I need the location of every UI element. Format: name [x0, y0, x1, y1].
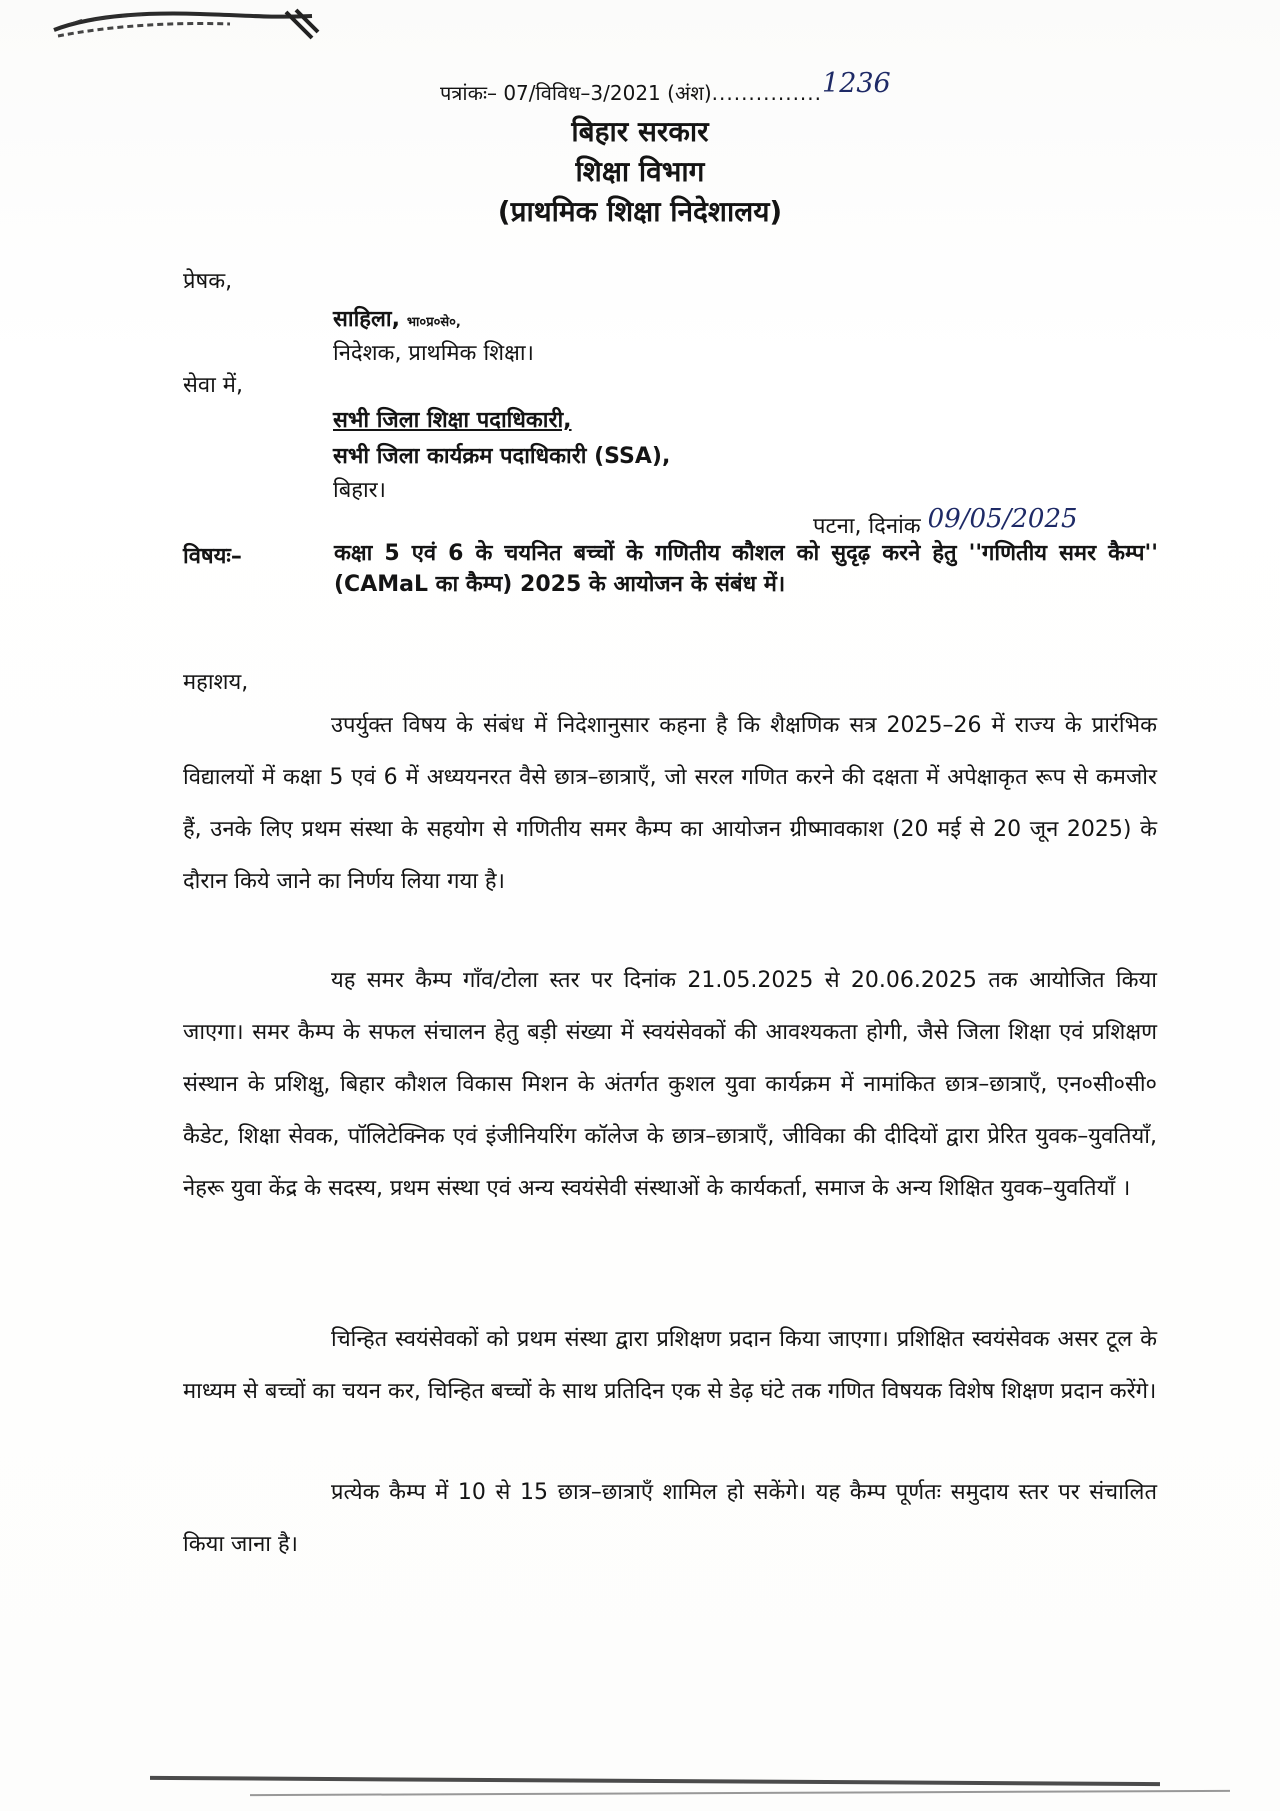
subject-text: कक्षा 5 एवं 6 के चयनित बच्चों के गणितीय कौशल को सुदृढ़ करने हेतु ''गणितीय समर कैम्प'' (CAMaL का कैम्प) 2025 के आयोजन के संबंध में। [334, 541, 1158, 597]
sender-label: प्रेषक, [183, 269, 233, 294]
sender-designation: निदेशक, प्राथमिक शिक्षा। [333, 341, 534, 366]
date-handwritten: 09/05/2025 [927, 504, 1078, 534]
header-directorate: (प्राथमिक शिक्षा निदेशालय) [497, 195, 783, 228]
date-label: पटना, दिनांक [813, 514, 921, 539]
recipient-line-2: सभी जिला कार्यक्रम पदाधिकारी (SSA), [333, 444, 671, 469]
reference-number [440, 68, 891, 107]
recipient-label: सेवा में, [183, 373, 243, 398]
paragraph-2: यह समर कैम्प गाँव/टोला स्तर पर दिनांक 21.05.2025 से 20.06.2025 तक आयोजित किया जाएगा। समर कैम्प के सफल संचालन हेतु बड़ी संख्या में स्वयंसेवकों की आवश्यकता होगी, जैसे जिला शिक्षा एवं प्रशिक्षण संस्थान के प्रशिक्षु, बिहार कौशल विकास मिशन के अंतर्गत कुशल युवा कार्यक्रम में नामांकित छात्र–छात्राएँ, एन०सी०सी० कैडेट, शिक्षा सेवक, पॉलिटेक्निक एवं इंजीनियरिंग कॉलेज के छात्र–छात्राएँ, जीविका की दीदियों द्वारा प्रेरित युवक–युवतियाँ, नेहरू युवा केंद्र के सदस्य, प्रथम संस्था एवं अन्य स्वयंसेवी संस्थाओं के कार्यकर्ता, समाज के अन्य शिक्षित युवक–युवतियाँ । [183, 968, 1157, 1201]
recipient-line-3: बिहार। [333, 478, 386, 503]
reference-handwritten-number: 1236 [822, 68, 891, 99]
paragraph-1: उपर्युक्त विषय के संबंध में निदेशानुसार कहना है कि शैक्षणिक सत्र 2025–26 में राज्य के प्रारंभिक विद्यालयों में कक्षा 5 एवं 6 में अध्ययनरत वैसे छात्र–छात्राएँ, जो सरल गणित करने की दक्षता में अपेक्षाकृत रूप से कमजोर हैं, उनके लिए प्रथम संस्था के सहयोग से गणितीय समर कैम्प का आयोजन ग्रीष्मावकाश (20 मई से 20 जून 2025) के दौरान किये जाने का निर्णय लिया गया है। [183, 713, 1157, 894]
reference-label: पत्रांकः– 07/विविध–3/2021 (अंश) [440, 81, 712, 105]
sender-name: साहिला, [333, 307, 400, 332]
sender-suffix: भा०प्र०से०, [406, 315, 461, 330]
subject-label: विषयः– [183, 544, 242, 569]
date-line [813, 504, 1078, 540]
sender-name-line [333, 303, 461, 333]
salutation: महाशय, [183, 670, 249, 695]
reference-dots: ............... [711, 81, 823, 105]
bottom-edge-line-2 [250, 1790, 1230, 1796]
bottom-edge-line [150, 1776, 1160, 1786]
header-government: बिहार सरकार [571, 115, 709, 148]
header-department: शिक्षा विभाग [575, 155, 705, 188]
recipient-line-1: सभी जिला शिक्षा पदाधिकारी, [333, 408, 572, 433]
stamp-mark [50, 8, 320, 42]
paragraph-4: प्रत्येक कैम्प में 10 से 15 छात्र–छात्राएँ शामिल हो सकेंगे। यह कैम्प पूर्णतः समुदाय स्तर पर संचालित किया जाना है। [183, 1480, 1157, 1557]
paragraph-3: चिन्हित स्वयंसेवकों को प्रथम संस्था द्वारा प्रशिक्षण प्रदान किया जाएगा। प्रशिक्षित स्वयंसेवक असर टूल के माध्यम से बच्चों का चयन कर, चिन्हित बच्चों के साथ प्रतिदिन एक से डेढ़ घंटे तक गणित विषयक विशेष शिक्षण प्रदान करेंगे। [183, 1327, 1157, 1404]
